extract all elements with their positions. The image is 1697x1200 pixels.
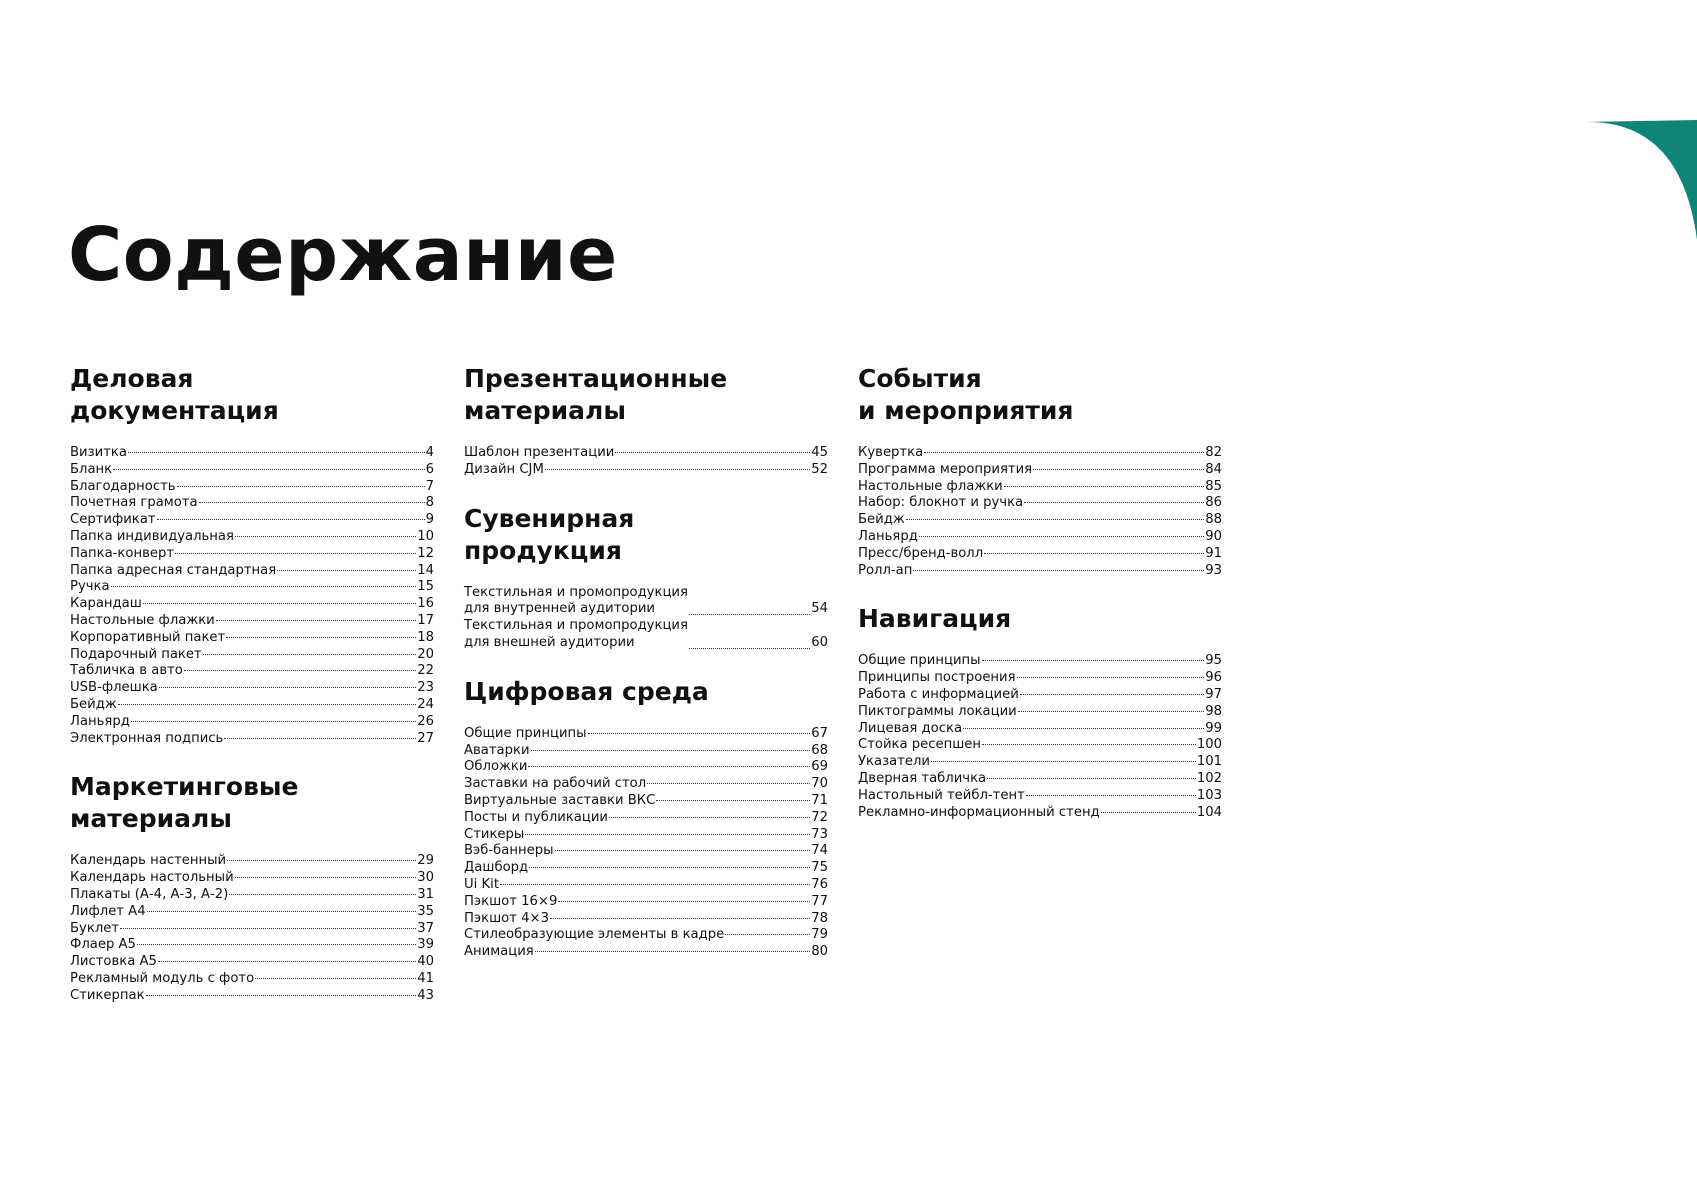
- toc-entry-label: Лифлет А4: [70, 903, 146, 919]
- toc-entry-label: Пэкшот 16×9: [464, 893, 558, 909]
- toc-list: [858, 445, 1222, 579]
- dot-leader: [177, 486, 425, 487]
- toc-entry[interactable]: [858, 479, 1222, 496]
- dot-leader: [159, 687, 416, 688]
- toc-entry-label: Аватарки: [464, 742, 530, 758]
- toc-entry[interactable]: [70, 647, 434, 664]
- toc-entry-label: Лицевая доска: [858, 720, 963, 736]
- dot-leader: [1024, 502, 1204, 503]
- toc-entry-label: Анимация: [464, 944, 534, 960]
- toc-entry-label: Настольный тейбл-тент: [858, 787, 1025, 803]
- toc-entry-page-number: 90: [1205, 528, 1222, 544]
- dot-leader: [111, 586, 417, 587]
- dot-leader: [227, 860, 416, 861]
- dot-leader: [1018, 711, 1204, 712]
- toc-entry-label: Ланьярд: [858, 528, 918, 544]
- toc-entry[interactable]: [70, 462, 434, 479]
- toc-entry[interactable]: [858, 512, 1222, 529]
- dot-leader: [143, 603, 416, 604]
- toc-entry-page-number: 39: [417, 937, 434, 953]
- toc-entry-label: Ручка: [70, 579, 110, 595]
- toc-entry[interactable]: [70, 731, 434, 748]
- toc-entry-page-number: 82: [1205, 445, 1222, 460]
- toc-entry-label: Листовка А5: [70, 954, 157, 970]
- toc-entry-label: USB-флешка: [70, 680, 158, 696]
- toc-entry-label: Настольные флажки: [70, 612, 215, 628]
- toc-entry[interactable]: [464, 793, 828, 810]
- toc-entry[interactable]: [70, 971, 434, 988]
- toc-entry[interactable]: [858, 670, 1222, 687]
- toc-entry[interactable]: [70, 512, 434, 529]
- toc-entry-label: Стойка ресепшен: [858, 737, 982, 753]
- toc-entry-page-number: 76: [811, 876, 828, 892]
- toc-entry-page-number: 9: [425, 512, 434, 528]
- toc-entry-label: Пиктограммы локации: [858, 703, 1017, 719]
- toc-entry-page-number: 4: [425, 445, 434, 460]
- dot-leader: [725, 934, 810, 935]
- toc-entry-label: Вэб-баннеры: [464, 843, 554, 859]
- toc-entry[interactable]: [70, 529, 434, 546]
- toc-entry-label: Бейдж: [858, 512, 905, 528]
- dot-leader: [1033, 469, 1204, 470]
- toc-entry-label: Табличка в авто: [70, 663, 183, 679]
- dot-leader: [146, 995, 417, 996]
- toc-entry-label: Посты и публикации: [464, 809, 609, 825]
- toc-entry[interactable]: [858, 754, 1222, 771]
- toc-entry-label: Указатели: [858, 754, 930, 770]
- toc-entry[interactable]: [70, 870, 434, 887]
- toc-entry[interactable]: [70, 563, 434, 580]
- toc-entry[interactable]: [858, 805, 1222, 822]
- toc-entry-page-number: 91: [1205, 545, 1222, 561]
- toc-entry[interactable]: [858, 546, 1222, 563]
- toc-entry-label: Папка-конверт: [70, 545, 175, 561]
- toc-entry-page-number: 23: [417, 680, 434, 696]
- dot-leader: [609, 817, 810, 818]
- toc-entry[interactable]: [70, 887, 434, 904]
- toc-entry-page-number: 41: [417, 970, 434, 986]
- dot-leader: [982, 744, 1196, 745]
- toc-entry-page-number: 69: [811, 759, 828, 775]
- toc-entry[interactable]: [70, 853, 434, 870]
- dot-leader: [175, 553, 416, 554]
- dot-leader: [229, 894, 416, 895]
- toc-entry-page-number: 74: [811, 843, 828, 859]
- toc-entry[interactable]: [858, 445, 1222, 462]
- dot-leader: [558, 901, 810, 902]
- toc-entry-label: Папка индивидуальная: [70, 528, 234, 544]
- toc-list: [858, 653, 1222, 821]
- toc-entry-label: Настольные флажки: [858, 478, 1003, 494]
- toc-entry-label: Кувертка: [858, 445, 924, 460]
- dot-leader: [531, 750, 811, 751]
- toc-entry[interactable]: [70, 680, 434, 697]
- corner-arc-decoration: [1585, 120, 1697, 240]
- toc-entry[interactable]: [858, 737, 1222, 754]
- dot-leader: [199, 502, 425, 503]
- toc-entry-page-number: 73: [811, 826, 828, 842]
- toc-entry-label: Принципы построения: [858, 670, 1016, 686]
- toc-entry[interactable]: [858, 687, 1222, 704]
- toc-entry-page-number: 10: [417, 528, 434, 544]
- toc-entry-page-number: 80: [811, 944, 828, 960]
- toc-section: [464, 503, 828, 652]
- toc-entry-label: Стикерпак: [70, 987, 145, 1003]
- dot-leader: [235, 877, 417, 878]
- toc-entry-page-number: 40: [417, 954, 434, 970]
- toc-entry[interactable]: [858, 788, 1222, 805]
- toc-entry-label: Стикеры: [464, 826, 525, 842]
- toc-entry[interactable]: [858, 462, 1222, 479]
- toc-entry-label: Ролл-ап: [858, 562, 913, 578]
- toc-entry-page-number: 72: [811, 809, 828, 825]
- toc-entry-page-number: 93: [1205, 562, 1222, 578]
- toc-entry-page-number: 85: [1205, 478, 1222, 494]
- toc-entry-page-number: 86: [1205, 495, 1222, 511]
- toc-entry-page-number: 30: [417, 870, 434, 886]
- toc-entry[interactable]: [464, 776, 828, 793]
- toc-entry-label: Корпоративный пакет: [70, 629, 226, 645]
- dot-leader: [525, 834, 810, 835]
- dot-leader: [1026, 795, 1196, 796]
- toc-entry-page-number: 101: [1196, 754, 1222, 770]
- dot-leader: [1101, 812, 1196, 813]
- dot-leader: [147, 911, 417, 912]
- toc-entry[interactable]: [464, 927, 828, 944]
- dot-leader: [545, 469, 810, 470]
- toc-entry[interactable]: [464, 462, 828, 479]
- toc-entry-page-number: 104: [1196, 804, 1222, 820]
- toc-entry[interactable]: [70, 495, 434, 512]
- toc-entry-label: Почетная грамота: [70, 495, 198, 511]
- toc-section: [464, 363, 828, 479]
- toc-entry-page-number: 97: [1205, 686, 1222, 702]
- toc-entry[interactable]: [70, 445, 434, 462]
- dot-leader: [113, 469, 424, 470]
- toc-entry-page-number: 16: [417, 596, 434, 612]
- toc-section: [70, 363, 434, 747]
- toc-entry-page-number: 75: [811, 860, 828, 876]
- toc-entry[interactable]: [464, 827, 828, 844]
- toc-entry-label: Ui Kit: [464, 876, 499, 892]
- section-title: Сувенирная продукция: [464, 503, 635, 565]
- dot-leader: [689, 648, 810, 649]
- toc-entry[interactable]: [70, 596, 434, 613]
- dot-leader: [1020, 694, 1204, 695]
- toc-entry[interactable]: [464, 944, 828, 961]
- toc-entry[interactable]: [70, 988, 434, 1005]
- dot-leader: [235, 536, 416, 537]
- dot-leader: [1004, 486, 1204, 487]
- toc-entry-page-number: 8: [425, 495, 434, 511]
- toc-entry-label: Набор: блокнот и ручка: [858, 495, 1024, 511]
- toc-list: [464, 585, 828, 652]
- toc-entry-page-number: 103: [1196, 787, 1222, 803]
- dot-leader: [203, 654, 417, 655]
- dot-leader: [529, 867, 810, 868]
- toc-entry-page-number: 102: [1196, 770, 1222, 786]
- toc-entry[interactable]: [858, 721, 1222, 738]
- toc-entry[interactable]: [464, 759, 828, 776]
- toc-entry[interactable]: [858, 495, 1222, 512]
- toc-entry-label: Общие принципы: [858, 653, 981, 669]
- toc-entry[interactable]: [464, 911, 828, 928]
- toc-entry-page-number: 14: [417, 562, 434, 578]
- toc-list: [70, 445, 434, 747]
- section-title: Цифровая среда: [464, 676, 709, 706]
- toc-entry-page-number: 67: [811, 725, 828, 741]
- toc-entry-page-number: 84: [1205, 461, 1222, 477]
- dot-leader: [906, 519, 1204, 520]
- toc-entry[interactable]: [464, 843, 828, 860]
- toc-column-3: [858, 363, 1222, 845]
- toc-entry-page-number: 27: [417, 730, 434, 746]
- toc-entry-label: Дашборд: [464, 860, 529, 876]
- toc-section: [464, 676, 828, 961]
- dot-leader: [647, 783, 810, 784]
- toc-entry[interactable]: [464, 618, 828, 652]
- dot-leader: [216, 620, 416, 621]
- toc-entry-page-number: 70: [811, 776, 828, 792]
- dot-leader: [255, 978, 416, 979]
- toc-entry-label: Дверная табличка: [858, 770, 987, 786]
- toc-entry-page-number: 71: [811, 792, 828, 808]
- dot-leader: [689, 614, 810, 615]
- toc-entry[interactable]: [70, 579, 434, 596]
- toc-entry-page-number: 54: [811, 601, 828, 617]
- dot-leader: [535, 951, 810, 952]
- dot-leader: [555, 850, 811, 851]
- toc-entry-page-number: 7: [425, 478, 434, 494]
- toc-entry-page-number: 26: [417, 713, 434, 729]
- toc-entry[interactable]: [70, 630, 434, 647]
- toc-entry[interactable]: [464, 445, 828, 462]
- toc-entry-label: Плакаты (А-4, А-3, А-2): [70, 886, 229, 902]
- toc-section: [858, 603, 1222, 821]
- toc-entry-label: Заставки на рабочий стол: [464, 776, 647, 792]
- toc-entry[interactable]: [464, 877, 828, 894]
- toc-entry-label: Шаблон презентации: [464, 445, 615, 460]
- dot-leader: [615, 452, 810, 453]
- toc-entry-label: Текстильная и промопродукция для внешней аудитории: [464, 618, 688, 650]
- toc-entry-label: Работа с информацией: [858, 686, 1019, 702]
- toc-entry-label: Подарочный пакет: [70, 646, 202, 662]
- toc-entry-page-number: 95: [1205, 653, 1222, 669]
- toc-entry[interactable]: [70, 546, 434, 563]
- dot-leader: [931, 761, 1196, 762]
- toc-entry-page-number: 60: [811, 634, 828, 650]
- dot-leader: [913, 570, 1204, 571]
- toc-entry-page-number: 29: [417, 853, 434, 869]
- toc-section: [858, 363, 1222, 579]
- toc-entry-page-number: 88: [1205, 512, 1222, 528]
- toc-entry[interactable]: [70, 697, 434, 714]
- toc-entry-label: Бланк: [70, 461, 113, 477]
- toc-entry-label: Пэкшот 4×3: [464, 910, 549, 926]
- dot-leader: [987, 778, 1196, 779]
- dot-leader: [226, 637, 416, 638]
- toc-entry[interactable]: [858, 704, 1222, 721]
- toc-entry[interactable]: [858, 771, 1222, 788]
- toc-entry[interactable]: [70, 714, 434, 731]
- dot-leader: [131, 721, 416, 722]
- toc-entry-label: Ланьярд: [70, 713, 130, 729]
- toc-entry-label: Стилеобразующие элементы в кадре: [464, 927, 725, 943]
- section-title: События и мероприятия: [858, 364, 1074, 425]
- dot-leader: [184, 670, 416, 671]
- toc-entry-page-number: 18: [417, 629, 434, 645]
- toc-entry-label: Виртуальные заставки ВКС: [464, 792, 656, 808]
- toc-entry-page-number: 24: [417, 696, 434, 712]
- page-title: Содержание: [68, 212, 618, 298]
- dot-leader: [963, 728, 1204, 729]
- toc-entry-page-number: 37: [417, 920, 434, 936]
- dot-leader: [924, 452, 1204, 453]
- toc-entry-page-number: 77: [811, 893, 828, 909]
- dot-leader: [500, 884, 810, 885]
- toc-entry-label: Рекламно-информационный стенд: [858, 804, 1100, 820]
- toc-entry[interactable]: [70, 904, 434, 921]
- dot-leader: [137, 944, 416, 945]
- toc-entry-page-number: 43: [417, 987, 434, 1003]
- toc-entry-label: Буклет: [70, 920, 120, 936]
- toc-column-2: [464, 363, 828, 985]
- toc-entry[interactable]: [858, 563, 1222, 580]
- toc-entry-label: Программа мероприятия: [858, 461, 1033, 477]
- dot-leader: [157, 519, 425, 520]
- dot-leader: [128, 452, 425, 453]
- dot-leader: [528, 766, 810, 767]
- toc-entry-page-number: 68: [811, 742, 828, 758]
- toc-column-1: [70, 363, 434, 1029]
- toc-entry-page-number: 96: [1205, 670, 1222, 686]
- toc-entry-label: Пресс/бренд-волл: [858, 545, 984, 561]
- toc-entry-page-number: 22: [417, 663, 434, 679]
- toc-entry[interactable]: [70, 613, 434, 630]
- dot-leader: [118, 704, 416, 705]
- toc-entry-page-number: 98: [1205, 703, 1222, 719]
- dot-leader: [982, 660, 1205, 661]
- toc-entry-page-number: 79: [811, 927, 828, 943]
- toc-entry[interactable]: [70, 663, 434, 680]
- toc-entry-label: Текстильная и промопродукция для внутренней аудитории: [464, 584, 688, 617]
- toc-entry[interactable]: [70, 937, 434, 954]
- toc-entry-page-number: 12: [417, 545, 434, 561]
- toc-entry-page-number: 78: [811, 910, 828, 926]
- dot-leader: [224, 738, 416, 739]
- toc-entry-label: Флаер А5: [70, 937, 136, 953]
- toc-entry[interactable]: [70, 479, 434, 496]
- toc-entry-page-number: 31: [417, 886, 434, 902]
- toc-entry[interactable]: [464, 810, 828, 827]
- toc-entry-page-number: 6: [425, 461, 434, 477]
- toc-entry-page-number: 99: [1205, 720, 1222, 736]
- section-title: Навигация: [858, 604, 1012, 634]
- toc-entry-page-number: 45: [811, 445, 828, 460]
- section-title: Презентационные материалы: [464, 364, 728, 425]
- toc-entry-label: Сертификат: [70, 512, 156, 528]
- toc-entry[interactable]: [464, 860, 828, 877]
- toc-entry[interactable]: [464, 726, 828, 743]
- toc-list: [464, 726, 828, 961]
- toc-entry-label: Бейдж: [70, 696, 117, 712]
- toc-list: [464, 445, 828, 479]
- toc-entry-label: Папка адресная стандартная: [70, 562, 277, 578]
- toc-entry[interactable]: [858, 529, 1222, 546]
- toc-entry[interactable]: [70, 921, 434, 938]
- toc-entry-label: Карандаш: [70, 596, 142, 612]
- dot-leader: [984, 553, 1204, 554]
- dot-leader: [656, 800, 810, 801]
- dot-leader: [919, 536, 1204, 537]
- toc-entry[interactable]: [858, 653, 1222, 670]
- toc-entry-page-number: 15: [417, 579, 434, 595]
- toc-entry-page-number: 52: [811, 461, 828, 477]
- toc-entry-page-number: 100: [1196, 737, 1222, 753]
- toc-entry-label: Рекламный модуль с фото: [70, 970, 255, 986]
- dot-leader: [158, 961, 416, 962]
- toc-entry-label: Календарь настенный: [70, 853, 227, 869]
- toc-section: [70, 771, 434, 1004]
- toc-entry-label: Обложки: [464, 759, 528, 775]
- toc-entry-label: Визитка: [70, 445, 127, 460]
- dot-leader: [120, 928, 416, 929]
- toc-entry-label: Благодарность: [70, 478, 176, 494]
- section-title: Маркетинговые материалы: [70, 772, 299, 834]
- toc-entry-label: Календарь настольный: [70, 870, 234, 886]
- toc-entry-page-number: 20: [417, 646, 434, 662]
- toc-entry-page-number: 17: [417, 612, 434, 628]
- toc-entry[interactable]: [464, 585, 828, 619]
- dot-leader: [550, 918, 810, 919]
- toc-entry-label: Общие принципы: [464, 725, 587, 741]
- toc-entry[interactable]: [464, 743, 828, 760]
- toc-entry[interactable]: [464, 894, 828, 911]
- toc-entry-page-number: 35: [417, 903, 434, 919]
- dot-leader: [1017, 677, 1205, 678]
- toc-entry-label: Электронная подпись: [70, 730, 224, 746]
- section-title: Деловая документация: [70, 364, 279, 425]
- toc-entry-label: Дизайн CJM: [464, 461, 544, 477]
- toc-entry[interactable]: [70, 954, 434, 971]
- dot-leader: [588, 733, 811, 734]
- dot-leader: [277, 570, 416, 571]
- toc-list: [70, 853, 434, 1004]
